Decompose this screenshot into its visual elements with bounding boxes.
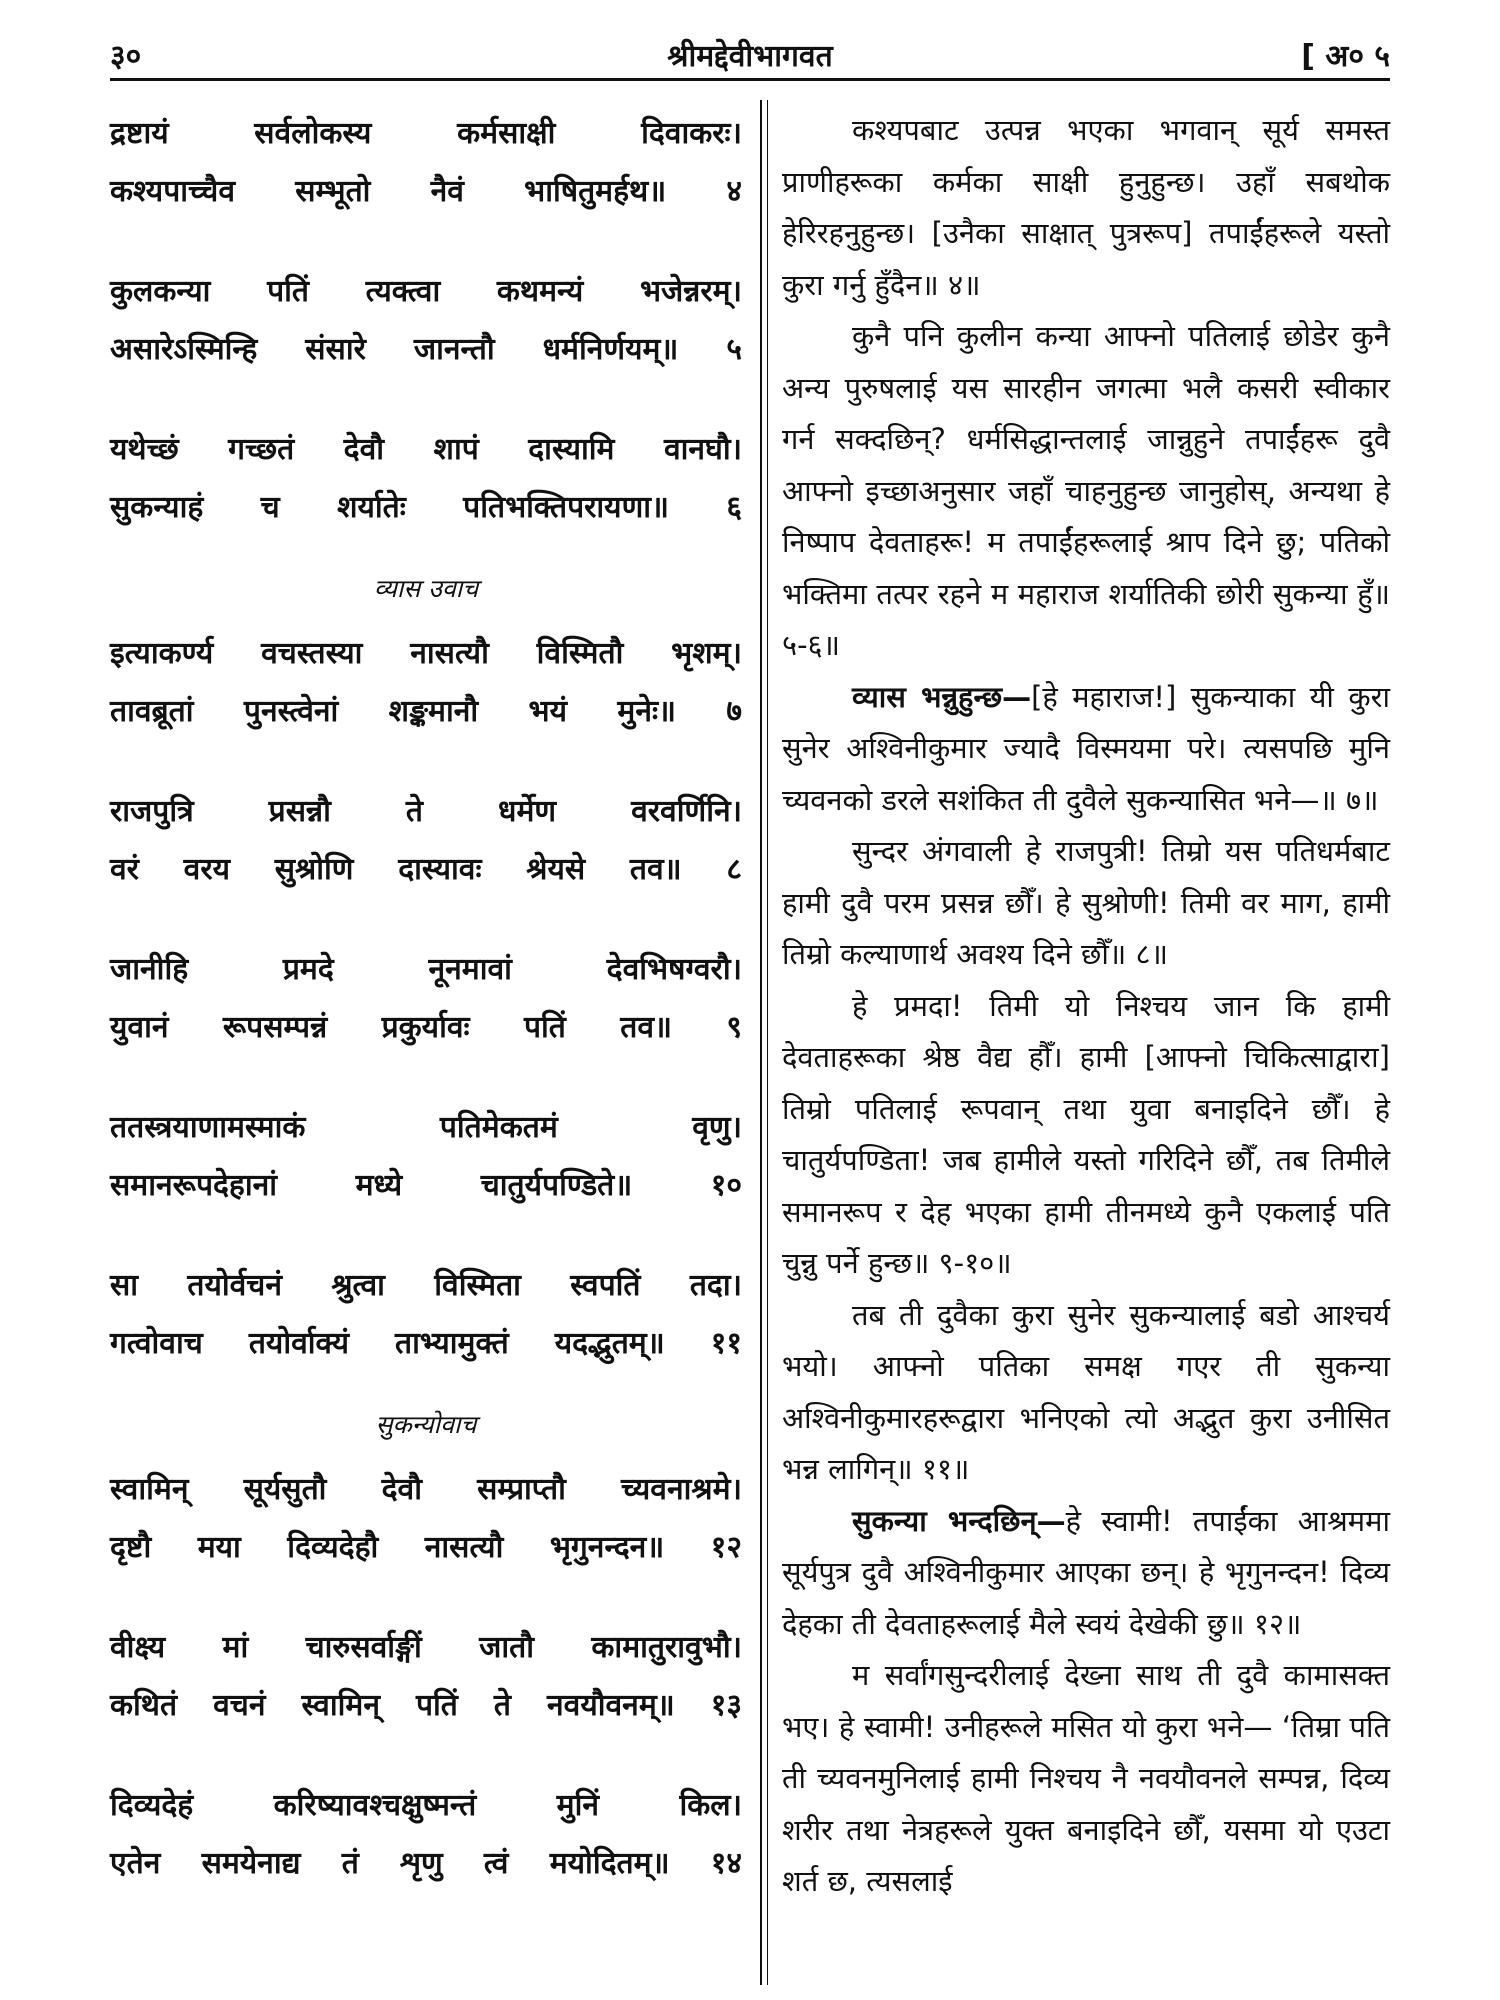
verse-word: त्वं <box>483 1846 509 1881</box>
verse-word: कुलकन्या <box>110 274 211 309</box>
verse-word: ततस्त्रयाणामस्माकं <box>110 1110 306 1145</box>
verse-word: वरं <box>110 852 139 887</box>
verse-word: समयेनाद्य <box>201 1846 301 1881</box>
verse-word: शापं <box>433 432 479 467</box>
verse-word: भयं <box>528 694 568 729</box>
verse-word: सम्प्राप्तौ <box>477 1472 566 1507</box>
verse-word: शर्यातेः <box>337 490 406 525</box>
verse-word: ४ <box>726 174 742 209</box>
verse-word: संसारे <box>305 332 366 367</box>
column-divider <box>760 100 762 1985</box>
verse-word: नूनमावां <box>428 952 512 987</box>
verse-word: युवानं <box>110 1010 169 1045</box>
verse-word: पुनस्त्वेनां <box>243 694 339 729</box>
page-header <box>110 28 1390 84</box>
verse-word: भजेन्नरम्। <box>639 274 742 309</box>
verse-block <box>110 421 742 537</box>
verse-word: भृशम्। <box>671 636 742 671</box>
verse-word: नैवं <box>430 174 464 209</box>
verse-line <box>110 625 742 683</box>
translation-text: तब ती दुवैका कुरा सुनेर सुकन्यालाई बडो आश्चर्य भयो। आफ्नो पतिका समक्ष गएर ती सुकन्या अश्विनीकुमारहरूद्वारा भनिएको त्यो अद्भुत कुरा उनीसित भन्न लागिन्॥ ११॥ <box>782 1297 1390 1486</box>
verse-word: दास्यामि <box>528 432 615 467</box>
verse-word: इत्याकर्ण्य <box>110 636 214 671</box>
translation-text: म सर्वांगसुन्दरीलाई देख्ना साथ ती दुवै कामासक्त भए। हे स्वामी! उनीहरूले मसित यो कुरा भने— ‘तिम्रा पति ती च्यवनमुनिलाई हामी निश्चय नै नवयौवनले सम्पन्न, दिव्य शरीर तथा नेत्रहरूले युक्त बनाइदिने छौँ, यसमा यो एउटा शर्त छ, त्यसलाई <box>782 1658 1390 1898</box>
verse-word: द्रष्टायं <box>110 116 169 151</box>
verse-word: गच्छतं <box>228 432 295 467</box>
verse-word: यदद्भुतम्॥ <box>554 1326 665 1361</box>
verse-word: सम्भूतो <box>295 174 371 209</box>
verse-word: किल। <box>679 1788 742 1823</box>
verse-block <box>110 105 742 221</box>
verse-word: भाषितुमर्हथ॥ <box>524 174 667 209</box>
sanskrit-verses-column <box>110 105 742 1935</box>
verse-word: ५ <box>726 332 742 367</box>
verse-word: कामातुरावुभौ। <box>591 1630 742 1665</box>
verse-line <box>110 1315 742 1373</box>
verse-word: मया <box>197 1530 241 1565</box>
translation-text: हे स्वामी! तपाईंका आश्रममा सूर्यपुत्र दुवै अश्विनीकुमार आएका छन्। हे भृगुनन्दन! दिव्य देहका ती देवताहरूलाई मैले स्वयं देखेकी छु॥ १२॥ <box>782 1503 1390 1641</box>
verse-block <box>110 1099 742 1215</box>
verse-word: गत्वोवाच <box>110 1326 203 1361</box>
translation-text: कुनै पनि कुलीन कन्या आफ्नो पतिलाई छोडेर कुनै अन्य पुरुषलाई यस सारहीन जगत्मा भलै कसरी स्वीकार गर्न सक्दछिन्? धर्मसिद्धान्तलाई जान्नुहुने तपाईंहरू दुवै आफ्नो इच्छाअनुसार जहाँ चाहनुहुन्छ जानुहोस्, अन्यथा हे निष्पाप देवताहरू! म तपाईंहरूलाई श्राप दिने छु; पतिको भक्तिमा तत्पर रहने म महाराज शर्यातिकी छोरी सुकन्या हुँ॥ ५-६॥ <box>782 319 1390 662</box>
verse-word: श्रेयसे <box>526 852 586 887</box>
translation-paragraph <box>782 672 1390 827</box>
verse-word: तव॥ <box>620 1010 672 1045</box>
verse-line <box>110 1519 742 1577</box>
verse-word: प्रसन्नौ <box>268 794 331 829</box>
verse-word: वरवर्णिनि। <box>631 794 742 829</box>
verse-word: कथितं <box>110 1688 178 1723</box>
verse-word: वीक्ष्य <box>110 1630 166 1665</box>
verse-line <box>110 941 742 999</box>
verse-word: ९ <box>726 1010 742 1045</box>
verse-word: जानीहि <box>110 952 189 987</box>
verse-word: विस्मिता <box>434 1268 521 1303</box>
verse-block <box>110 941 742 1057</box>
nepali-translation-column <box>782 105 1390 1908</box>
verse-block <box>110 783 742 899</box>
verse-line <box>110 1157 742 1215</box>
verse-word: मुनेः॥ <box>617 694 677 729</box>
verse-word: नासत्यौ <box>424 1530 504 1565</box>
verse-word: एतेन <box>110 1846 161 1881</box>
verse-line <box>110 263 742 321</box>
verse-word: पतिं <box>523 1010 566 1045</box>
translation-text: सुन्दर अंगवाली हे राजपुत्री! तिम्रो यस पतिधर्मबाट हामी दुवै परम प्रसन्न छौँ। हे सुश्रोणी! तिमी वर माग, हामी तिम्रो कल्याणार्थ अवश्य दिने छौँ॥ ८॥ <box>782 834 1390 971</box>
verse-word: देवौ <box>343 432 385 467</box>
verse-block <box>110 1619 742 1735</box>
verse-word: समानरूपदेहानां <box>110 1168 278 1203</box>
verse-block <box>110 625 742 741</box>
verse-word: तदा। <box>689 1268 742 1303</box>
verse-word: यथेच्छं <box>110 432 179 467</box>
verse-word: धर्मेण <box>498 794 557 829</box>
page-number: ३० <box>110 39 142 74</box>
header-rule <box>110 78 1390 81</box>
verse-word: तावब्रूतां <box>110 694 194 729</box>
verse-word: ११ <box>710 1326 742 1361</box>
verse-line <box>110 999 742 1057</box>
verse-line <box>110 105 742 163</box>
verse-line <box>110 1777 742 1835</box>
verse-line <box>110 841 742 899</box>
verse-word: वरय <box>183 852 231 887</box>
verse-block <box>110 1777 742 1893</box>
verse-word: १३ <box>710 1688 742 1723</box>
verse-word: नासत्यौ <box>410 636 489 671</box>
verse-word: तव॥ <box>629 852 682 887</box>
verse-word: राजपुत्रि <box>110 794 194 829</box>
verse-word: देवौ <box>381 1472 422 1507</box>
translation-paragraph <box>782 311 1390 672</box>
verse-word: मां <box>222 1630 249 1665</box>
verse-block <box>110 263 742 379</box>
verse-word: १२ <box>710 1530 742 1565</box>
verse-word: मध्ये <box>355 1168 403 1203</box>
verse-word: ते <box>405 794 424 829</box>
verse-word: पतिमेकतमं <box>439 1110 558 1145</box>
verse-word: ते <box>493 1688 511 1723</box>
verse-word: कश्यपाच्चैव <box>110 174 236 209</box>
verse-line <box>110 163 742 221</box>
verse-word: दृष्टौ <box>110 1530 152 1565</box>
verse-word: करिष्यावश्चक्षुष्मन्तं <box>273 1788 477 1823</box>
verse-word: तयोर्वचनं <box>187 1268 283 1303</box>
verse-word: शङ्कमानौ <box>388 694 479 729</box>
column-divider-inner <box>767 100 768 1985</box>
translation-text: हे प्रमदा! तिमी यो निश्चय जान कि हामी देवताहरूका श्रेष्ठ वैद्य हौँ। हामी [आफ्नो चिकित्साद्वारा] तिम्रो पतिलाई रूपवान् तथा युवा बनाइदिने छौँ। हे चातुर्यपण्डिता! जब हामीले यस्तो गरिदिने छौँ, तब तिमीले समानरूप र देह भएका हामी तीनमध्ये कुनै एकलाई पति चुन्नु पर्ने हुन्छ॥ ९-१०॥ <box>782 988 1390 1280</box>
verse-word: जानन्तौ <box>413 332 495 367</box>
speaker-lead: व्यास भन्नुहुन्छ— <box>852 679 1032 714</box>
verse-word: दास्यावः <box>398 852 482 887</box>
verse-line <box>110 421 742 479</box>
verse-word: मयोदितम्॥ <box>549 1846 670 1881</box>
verse-word: सूर्यसुतौ <box>243 1472 327 1507</box>
verse-line <box>110 479 742 537</box>
verse-line <box>110 321 742 379</box>
verse-line <box>110 1099 742 1157</box>
speaker-heading: व्यास उवाच <box>373 574 479 603</box>
verse-line <box>110 683 742 741</box>
verse-word: विस्मितौ <box>536 636 624 671</box>
verse-word: दिवाकरः। <box>641 116 742 151</box>
verse-word: च <box>260 490 280 525</box>
verse-line <box>110 1461 742 1519</box>
verse-word: वचनं <box>213 1688 266 1723</box>
verse-word: जातौ <box>479 1630 535 1665</box>
verse-word: सुश्रोणि <box>274 852 354 887</box>
chapter-marker: [ अ० ५ <box>1301 39 1390 74</box>
speaker-heading: सुकन्योवाच <box>375 1410 477 1439</box>
verse-word: त्यक्त्वा <box>365 274 441 309</box>
verse-word: पतिभक्तिपरायणा॥ <box>463 490 670 525</box>
verse-word: देवभिषग्वरौ। <box>606 952 742 987</box>
verse-word: वचस्तस्या <box>261 636 363 671</box>
verse-word: रूपसम्पन्नं <box>222 1010 328 1045</box>
verse-word: श्रुत्वा <box>331 1268 385 1303</box>
verse-word: वानघौ। <box>663 432 742 467</box>
verse-word: ८ <box>726 852 742 887</box>
verse-word: १४ <box>710 1846 742 1881</box>
verse-word: कर्मसाक्षी <box>457 116 556 151</box>
translation-paragraph <box>782 1650 1390 1908</box>
verse-line <box>110 1619 742 1677</box>
verse-word: १० <box>710 1168 742 1203</box>
verse-word: असारेऽस्मिन्हि <box>110 332 258 367</box>
verse-word: पतिं <box>415 1688 458 1723</box>
verse-word: प्रमदे <box>282 952 334 987</box>
verse-line <box>110 1257 742 1315</box>
verse-word: कथमन्यं <box>496 274 584 309</box>
verse-word: भृगुनन्दन॥ <box>549 1530 665 1565</box>
verse-word: वृणु। <box>692 1110 742 1145</box>
verse-word: मुनिं <box>556 1788 600 1823</box>
speaker-lead: सुकन्या भन्दछिन्— <box>852 1503 1066 1538</box>
translation-text: कश्यपबाट उत्पन्न भएका भगवान् सूर्य समस्त प्राणीहरूका कर्मका साक्षी हुनुहुन्छ। उहाँ सबथोक हेरिरहनुहुन्छ। [उनैका साक्षात् पुत्ररूप] तपाईंहरूले यस्तो कुरा गर्नु हुँदैन॥ ४॥ <box>782 113 1390 302</box>
verse-word: ७ <box>726 694 742 729</box>
verse-word: स्वपतिं <box>570 1268 641 1303</box>
running-title: श्रीमद्देवीभागवत <box>667 39 833 74</box>
verse-word: चारुसर्वाङ्गीं <box>305 1630 422 1665</box>
verse-word: स्वामिन् <box>110 1472 189 1507</box>
verse-word: ताभ्यामुक्तं <box>395 1326 509 1361</box>
verse-word: च्यवनाश्रमे। <box>621 1472 742 1507</box>
verse-line <box>110 1677 742 1735</box>
verse-word: शृणु <box>400 1846 443 1881</box>
verse-word: दिव्यदेहं <box>110 1788 194 1823</box>
translation-paragraph <box>782 981 1390 1290</box>
verse-word: दिव्यदेहौ <box>287 1530 379 1565</box>
translation-paragraph <box>782 826 1390 981</box>
translation-paragraph <box>782 1496 1390 1651</box>
verse-word: चातुर्यपण्डिते॥ <box>480 1168 633 1203</box>
verse-word: नवयौवनम्॥ <box>547 1688 675 1723</box>
verse-word: प्रकुर्यावः <box>381 1010 470 1045</box>
verse-line <box>110 783 742 841</box>
verse-word: ६ <box>726 490 742 525</box>
verse-word: सुकन्याहं <box>110 490 204 525</box>
translation-paragraph <box>782 1290 1390 1496</box>
verse-line <box>110 1835 742 1893</box>
verse-word: पतिं <box>267 274 310 309</box>
verse-word: तयोर्वाक्यं <box>248 1326 349 1361</box>
verse-word: सा <box>110 1268 139 1303</box>
verse-word: स्वामिन् <box>301 1688 380 1723</box>
translation-paragraph <box>782 105 1390 311</box>
verse-word: तं <box>341 1846 359 1881</box>
translation-text: [हे महाराज!] सुकन्याका यी कुरा सुनेर अश्विनीकुमार ज्यादै विस्मयमा परे। त्यसपछि मुनि च्यवनको डरले सशंकित ती दुवैले सुकन्यासित भने—॥ ७॥ <box>782 679 1390 817</box>
verse-block <box>110 1257 742 1373</box>
verse-word: सर्वलोकस्य <box>254 116 372 151</box>
verse-block <box>110 1461 742 1577</box>
verse-word: धर्मनिर्णयम्॥ <box>542 332 679 367</box>
